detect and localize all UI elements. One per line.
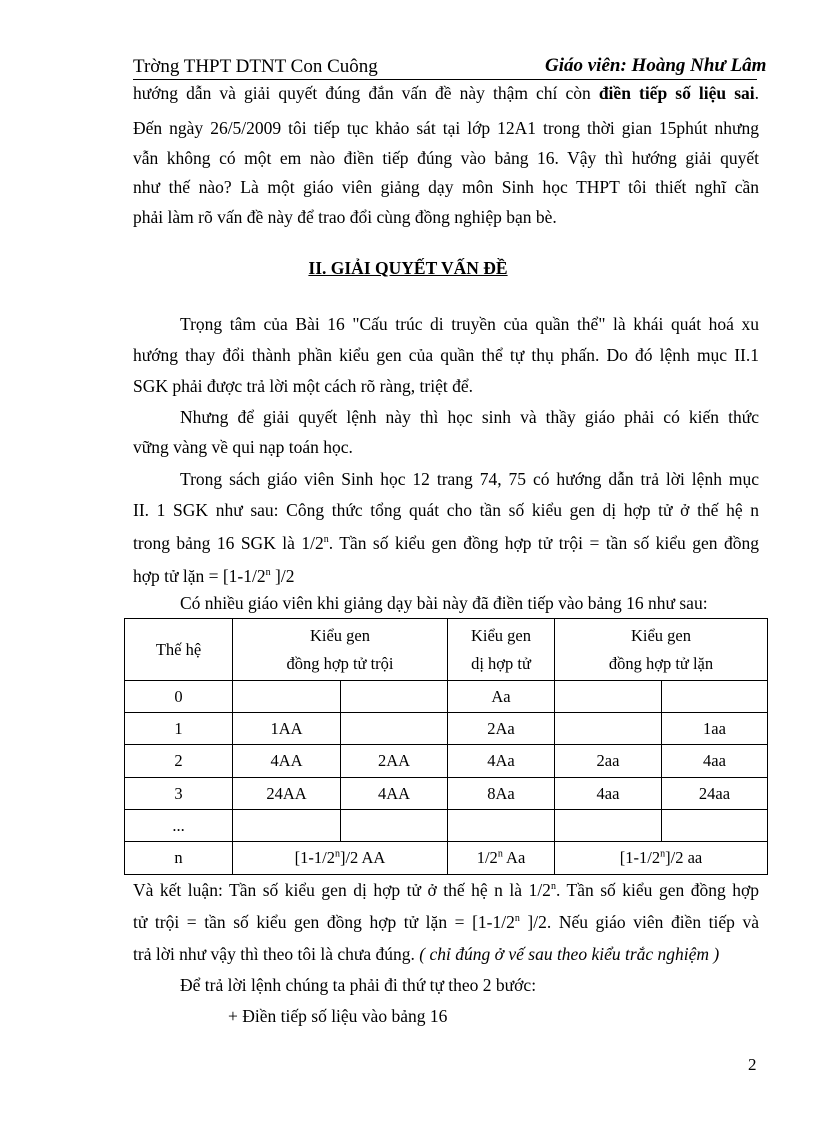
paragraph-line: trong bảng 16 SGK là 1/2$^n$. Tần số kiểu gen đồng hợp tử trội = tần số kiểu gen đồng xyxy=(133,533,759,553)
paragraph-line: Trong sách giáo viên Sinh học 12 trang 74, 75 có hướng dẫn trả lời lệnh mục xyxy=(180,469,759,489)
table-header-homozygous-dominant: Kiểu gen đồng hợp tử trội xyxy=(233,619,448,681)
table-cell xyxy=(341,713,448,745)
table-row xyxy=(125,778,768,810)
paragraph-line: Để trả lời lệnh chúng ta phải đi thứ tự theo 2 bước: xyxy=(180,975,537,995)
paragraph-line: Và kết luận: Tần số kiểu gen dị hợp tử ở thế hệ n là 1/2$^n$. Tần số kiểu gen đồng hợp xyxy=(133,880,759,900)
table-cell: 1aa xyxy=(662,713,768,745)
table-cell: 2Aa xyxy=(448,713,555,745)
table-cell: 2 xyxy=(125,745,233,778)
paragraph-line: hướng thay đổi thành phần kiểu gen của quần thể tự thụ phấn. Do đó lệnh mục II.1 xyxy=(133,345,759,365)
table-row xyxy=(125,713,768,745)
table-cell: 4aa xyxy=(662,745,768,778)
page-number: 2 xyxy=(748,1055,757,1074)
paragraph-line: như thế nào? Là một giáo viên giảng dạy môn Sinh học THPT tôi thiết nghĩ cần xyxy=(133,177,759,197)
table-header-heterozygous: Kiểu gen dị hợp tử xyxy=(448,619,555,681)
table-cell: Aa xyxy=(448,681,555,713)
table-cell: 24AA xyxy=(233,778,341,810)
paragraph-line: II. 1 SGK như sau: Công thức tổng quát cho tần số kiểu gen dị hợp tử ở thế hệ n xyxy=(133,500,759,520)
header-teacher-signature: Giáo viên: Hoàng Như Lâm xyxy=(545,55,767,76)
paragraph-line: hướng dẫn và giải quyết đúng đắn vấn đề này thậm chí còn điền tiếp số liệu sai. xyxy=(133,83,759,103)
paragraph-line: phải làm rõ vấn đề này để trao đổi cùng đồng nghiệp bạn bè. xyxy=(133,207,557,227)
paragraph-line: hợp tử lặn = [$1-1/2^n$ ]/2 xyxy=(133,566,295,586)
table-cell: n xyxy=(125,842,233,875)
table-header-generation: Thế hệ xyxy=(125,619,233,681)
table-cell xyxy=(448,810,555,842)
paragraph-line: + Điền tiếp số liệu vào bảng 16 xyxy=(228,1006,448,1026)
table-cell xyxy=(341,681,448,713)
paragraph-line: SGK phải được trả lời một cách rõ ràng, triệt để. xyxy=(133,376,473,396)
table-cell xyxy=(555,713,662,745)
paragraph-line: vẫn không có một em nào điền tiếp đúng vào bảng 16. Vậy thì hướng giải quyết xyxy=(133,148,759,168)
table-row xyxy=(125,681,768,713)
table-cell: 4aa xyxy=(555,778,662,810)
table-cell xyxy=(233,681,341,713)
table-cell xyxy=(233,810,341,842)
paragraph-line: Nhưng để giải quyết lệnh này thì học sinh và thầy giáo phải có kiến thức xyxy=(180,407,759,427)
table-cell: 2aa xyxy=(555,745,662,778)
table-cell: 24aa xyxy=(662,778,768,810)
table-cell xyxy=(662,810,768,842)
table-cell xyxy=(555,681,662,713)
table-header-row xyxy=(125,619,768,681)
paragraph-line: Trọng tâm của Bài 16 "Cấu trúc di truyền của quần thể" là khái quát hoá xu xyxy=(180,314,759,334)
paragraph-line: trả lời như vậy thì theo tôi là chưa đúng. ( chỉ đúng ở vế sau theo kiểu trắc nghiệm ) xyxy=(133,944,720,964)
paragraph-line: vững vàng về qui nạp toán học. xyxy=(133,437,353,457)
table-cell xyxy=(341,810,448,842)
table-cell: 4AA xyxy=(341,778,448,810)
paragraph-line: tử trội = tần số kiểu gen đồng hợp tử lặn = [$1-1/2^n$ ]/2. Nếu giáo viên điền tiếp và xyxy=(133,912,759,932)
table-cell: ... xyxy=(125,810,233,842)
paragraph-line: Có nhiều giáo viên khi giảng dạy bài này đã điền tiếp vào bảng 16 như sau: xyxy=(180,593,708,613)
table-cell: 0 xyxy=(125,681,233,713)
table-cell: [1-1/2$^n$]/2 aa xyxy=(555,842,768,875)
table-cell: 4AA xyxy=(233,745,341,778)
paragraph-line: Đến ngày 26/5/2009 tôi tiếp tục khảo sát tại lớp 12A1 trong thời gian 15phút nhưng xyxy=(133,118,759,138)
table-row xyxy=(125,745,768,778)
table-header-homozygous-recessive: Kiểu gen đồng hợp tử lặn xyxy=(555,619,768,681)
table-cell: 1AA xyxy=(233,713,341,745)
header-school: Trờng THPT DTNT Con Cuông xyxy=(133,56,378,77)
table-cell xyxy=(555,810,662,842)
table-row xyxy=(125,842,768,875)
table-cell: 3 xyxy=(125,778,233,810)
table-cell: [1-1/2$^n$]/2 AA xyxy=(233,842,448,875)
table-cell: 1 xyxy=(125,713,233,745)
table-cell: 2AA xyxy=(341,745,448,778)
section-title: II. GIẢI QUYẾT VẤN ĐỀ xyxy=(308,258,508,278)
genotype-table xyxy=(124,618,768,875)
header-divider xyxy=(133,79,757,80)
table-cell: 8Aa xyxy=(448,778,555,810)
table-cell xyxy=(662,681,768,713)
table-row xyxy=(125,810,768,842)
table-cell: 1/2$^n$ Aa xyxy=(448,842,555,875)
table-cell: 4Aa xyxy=(448,745,555,778)
